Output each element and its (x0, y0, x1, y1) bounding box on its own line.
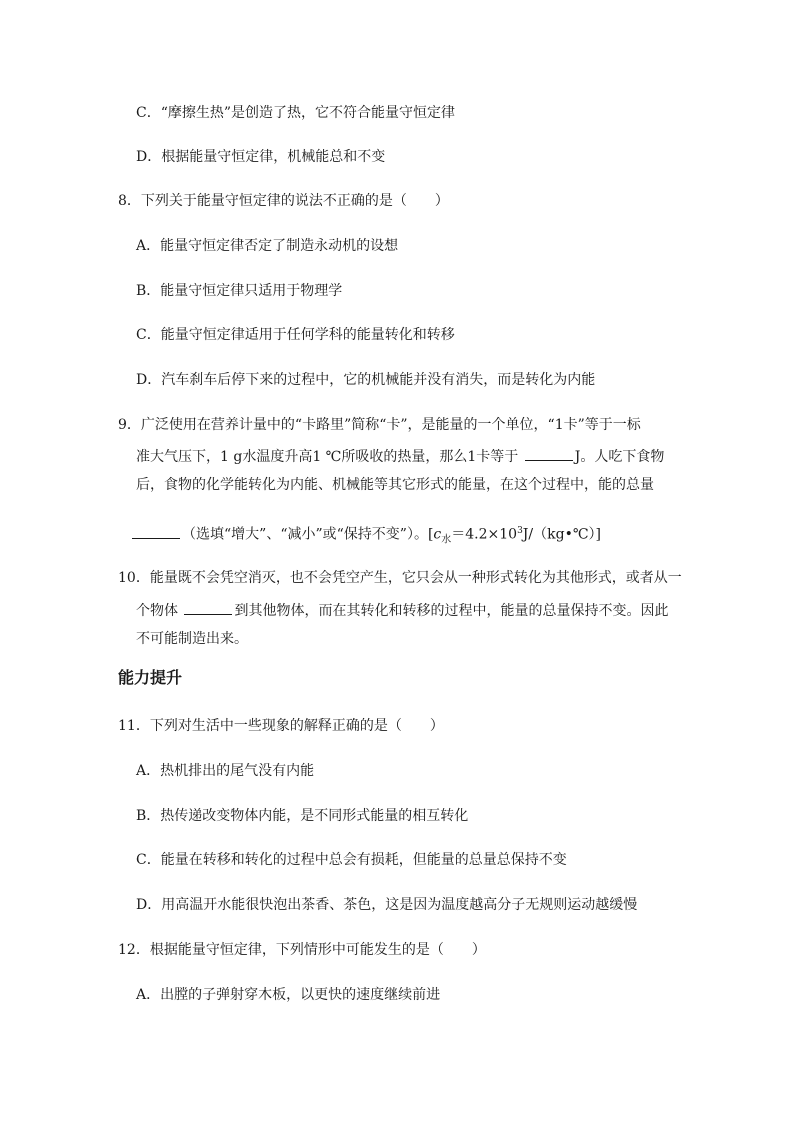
q11-option-b: B．热传递改变物体内能，是不同形式能量的相互转化 (136, 808, 469, 824)
q10-line2-text-b: 到其他物体，而在其转化和转移的过程中，能量的总量保持不变。因此 (234, 603, 669, 619)
q9-line2-text-a: 准大气压下，1 g水温度升高1 ℃所吸收的热量，那么1卡等于 (136, 449, 519, 465)
q9-c-subscript: 水 (441, 534, 452, 546)
q10-blank[interactable] (184, 600, 232, 615)
q11-option-c: C．能量在转移和转化的过程中总会有损耗，但能量的总量总保持不变 (136, 852, 567, 868)
q11-stem: 11．下列对生活中一些现象的解释正确的是（ ） (118, 718, 444, 734)
section-heading: 能力提升 (118, 668, 183, 687)
q9-blank-2[interactable] (132, 524, 180, 539)
q7-option-d: D．根据能量守恒定律，机械能总和不变 (136, 149, 386, 165)
q9-line4-text-c: J/（kg•℃）] (522, 526, 601, 543)
q9-blank-1[interactable] (525, 446, 573, 461)
q10-line1: 10．能量既不会凭空消灭，也不会凭空产生，它只会从一种形式转化为其他形式，或者从一 (118, 570, 682, 586)
q8-option-c: C．能量守恒定律适用于任何学科的能量转化和转移 (136, 327, 455, 343)
q12-stem: 12．根据能量守恒定律，下列情形中可能发生的是（ ） (118, 942, 486, 958)
q7-option-c: C．“摩擦生热”是创造了热，它不符合能量守恒定律 (136, 105, 456, 121)
q8-option-d: D．汽车刹车后停下来的过程中，它的机械能并没有消失，而是转化为内能 (136, 372, 596, 388)
q11-option-d: D．用高温开水能很快泡出茶香、茶色，这是因为温度越高分子无规则运动越缓慢 (136, 897, 638, 913)
q8-option-a: A．能量守恒定律否定了制造永动机的设想 (136, 238, 399, 254)
q9-line4-text-a: （选填“增大”、“减小”或“保持不变”）。[ (182, 526, 434, 543)
q9-exponent: 3 (517, 526, 523, 536)
q12-option-a: A．出膛的子弹射穿木板，以更快的速度继续前进 (136, 987, 441, 1003)
q9-line2 (136, 446, 664, 466)
q9-c-symbol: c (433, 526, 442, 543)
q8-stem: 8．下列关于能量守恒定律的说法不正确的是（ ） (118, 193, 449, 209)
q9-line4 (130, 522, 601, 549)
q8-option-b: B．能量守恒定律只适用于物理学 (136, 283, 343, 299)
q9-line4-text-b: ＝4.2×10 (451, 526, 518, 543)
q9-line2-text-b: J。人吃下食物 (574, 449, 665, 465)
q9-line1: 9．广泛使用在营养计量中的“卡路里”简称“卡”，是能量的一个单位，“1卡”等于一标 (118, 417, 641, 433)
q9-line3: 后，食物的化学能转化为内能、机械能等其它形式的能量，在这个过程中，能的总量 (136, 477, 654, 493)
q10-line3: 不可能制造出来。 (136, 631, 248, 647)
q10-line2-text-a: 个物体 (136, 603, 178, 619)
q10-line2 (136, 600, 668, 620)
q11-option-a: A．热机排出的尾气没有内能 (136, 763, 315, 779)
